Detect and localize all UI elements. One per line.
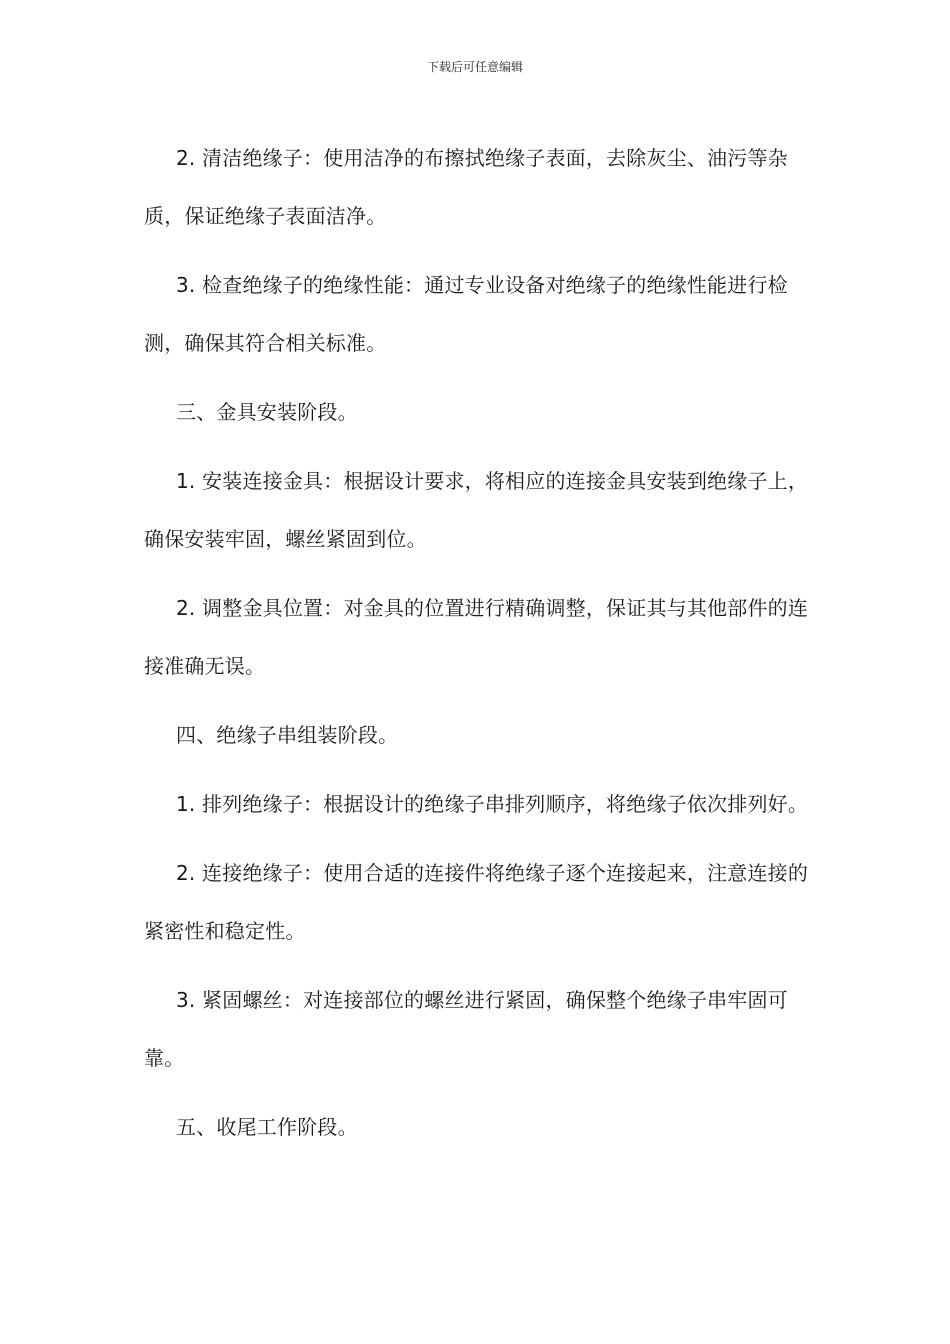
- paragraph-tighten-bolts: 3. 紧固螺丝：对连接部位的螺丝进行紧固，确保整个绝缘子串牢固可靠。: [144, 988, 788, 1070]
- paragraph-check-insulation: 3. 检查绝缘子的绝缘性能：通过专业设备对绝缘子的绝缘性能进行检测，确保其符合相关标准。: [144, 273, 788, 355]
- paragraph-connect-insulators: 2. 连接绝缘子：使用合适的连接件将绝缘子逐个连接起来，注意连接的紧密性和稳定性。: [144, 861, 809, 943]
- paragraph-clean-insulator: 2. 清洁绝缘子：使用洁净的布擦拭绝缘子表面，去除灰尘、油污等杂质，保证绝缘子表面洁净。: [144, 146, 788, 228]
- paragraph-adjust-fittings: 2. 调整金具位置：对金具的位置进行精确调整，保证其与其他部件的连接准确无误。: [144, 596, 809, 678]
- page-header: 下载后可任意编辑: [426, 60, 523, 74]
- paragraph-install-fittings: 1. 安装连接金具：根据设计要求，将相应的连接金具安装到绝缘子上，确保安装牢固，螺丝紧固到位。: [144, 469, 809, 551]
- paragraph-arrange-insulators: 1. 排列绝缘子：根据设计的绝缘子串排列顺序，将绝缘子依次排列好。: [176, 792, 809, 816]
- section-heading-finishing: 五、收尾工作阶段。: [176, 1115, 358, 1139]
- section-heading-fittings: 三、金具安装阶段。: [176, 400, 358, 424]
- document-body: [144, 129, 816, 1167]
- section-heading-string-assembly: 四、绝缘子串组装阶段。: [176, 723, 399, 747]
